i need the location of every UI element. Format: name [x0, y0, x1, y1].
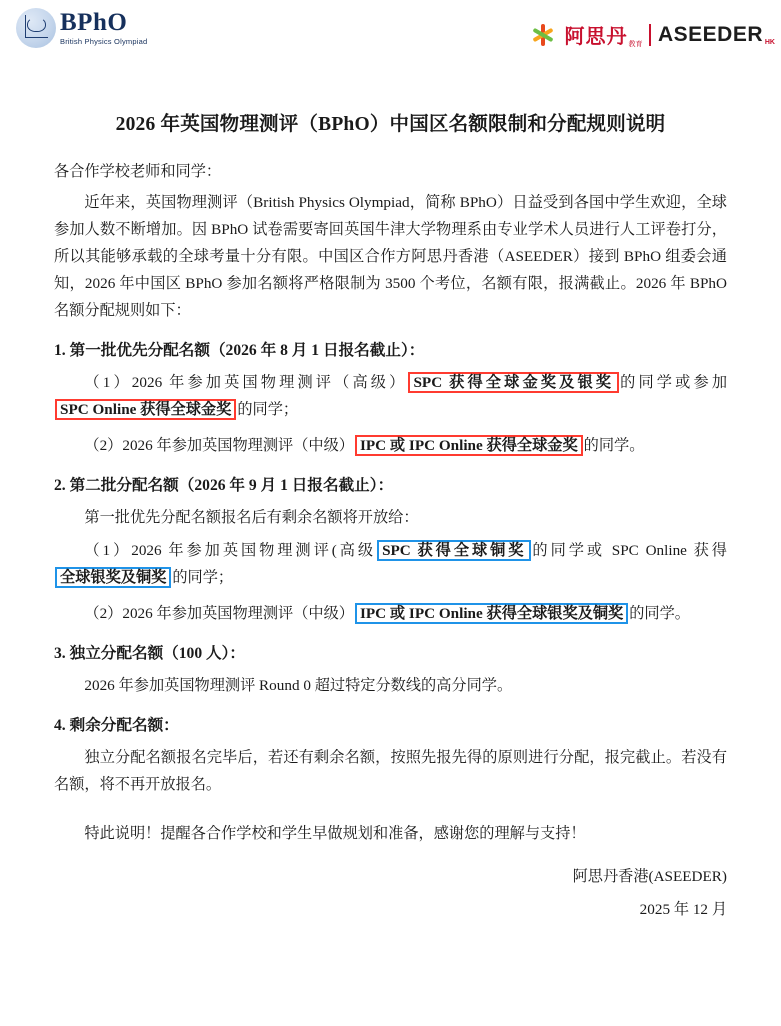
aseeder-burst-icon	[530, 22, 556, 48]
aseeder-english-name: ASEEDER	[657, 22, 763, 46]
section-2-note: 第一批优先分配名额报名后有剩余名额将开放给：	[84, 508, 419, 526]
aseeder-chinese-sub: 教育	[628, 41, 643, 48]
aseeder-logo	[530, 20, 775, 49]
aseeder-chinese-name: 阿思丹	[564, 26, 628, 48]
s1-i2-text-b: 的同学。	[583, 437, 645, 455]
bpho-logo	[16, 8, 147, 48]
s1-i1-highlight-2: SPC Online 获得全球金奖	[55, 399, 236, 420]
s1-i2-text-a: （2）2026 年参加英国物理测评（中级）	[84, 437, 354, 455]
section-1-item-2	[54, 432, 727, 459]
aseeder-logo-chinese	[564, 20, 642, 49]
s2-i1-highlight-1: SPC 获得全球铜奖	[377, 540, 531, 561]
section-1-item-1	[54, 369, 727, 423]
signature: 阿思丹香港(ASEEDER)	[572, 867, 727, 885]
s1-i1-highlight-1: SPC 获得全球金奖及银奖	[408, 372, 619, 393]
s2-i2-highlight: IPC 或 IPC Online 获得全球银奖及铜奖	[355, 603, 628, 624]
section-3-heading: 3. 独立分配名额（100 人）：	[54, 645, 246, 663]
s2-i2-text-b: 的同学。	[629, 605, 690, 623]
page-header	[0, 0, 781, 72]
s2-i1-text-c: 的同学；	[172, 569, 234, 587]
section-1-heading: 1. 第一批优先分配名额（2026 年 8 月 1 日报名截止）：	[54, 342, 425, 360]
section-4-body: 独立分配名额报名完毕后，若还有剩余名额，按照先报先得的原则进行分配，报完截止。若没有名额，将不再开放报名。	[54, 748, 727, 793]
s2-i1-text-b: 的同学或 SPC Online 获得	[532, 541, 727, 559]
aseeder-region-label: HK	[764, 38, 775, 46]
intro-paragraph: 近年来，英国物理测评（British Physics Olympiad，简称 BPhO）日益受到各国中学生欢迎，全球参加人数不断增加。因 BPhO 试卷需要寄回英国牛津大学物理系由专业学术人员进行人工评卷打分，所以其能够承载的全球考量十分有限。中国区合作方阿思丹香港（ASEEDER）接到 BPhO 组委会通知，2026 年中国区 BPhO 参加名额将严格限制为 3500 个考位，名额有限，报满截止。2026 年 BPhO 名额分配规则如下：	[54, 194, 727, 320]
s1-i1-text-a: （1）2026 年参加英国物理测评（高级）	[84, 374, 408, 392]
page-title: 2026 年英国物理测评（BPhO）中国区名额限制和分配规则说明	[115, 114, 666, 135]
section-2-item-2	[54, 600, 727, 627]
aseeder-logo-english	[657, 22, 775, 47]
s2-i1-highlight-2: 全球银奖及铜奖	[55, 567, 171, 588]
logo-divider	[649, 24, 651, 46]
section-4-heading: 4. 剩余分配名额：	[54, 716, 179, 734]
s1-i1-text-b: 的同学或参加	[620, 374, 728, 392]
document-body	[0, 72, 781, 923]
bpho-logo-subtitle: British Physics Olympiad	[60, 37, 148, 46]
bpho-logo-name: BPhO	[60, 9, 128, 36]
s2-i2-text-a: （2）2026 年参加英国物理测评（中级）	[84, 605, 354, 623]
bpho-globe-icon	[16, 8, 56, 48]
section-2-heading: 2. 第二批分配名额（2026 年 9 月 1 日报名截止）：	[54, 477, 394, 495]
s1-i2-highlight: IPC 或 IPC Online 获得全球金奖	[355, 435, 583, 456]
s1-i1-text-c: 的同学；	[237, 401, 299, 419]
salutation: 各合作学校老师和同学：	[54, 163, 222, 180]
section-2-item-1	[54, 537, 727, 591]
signature-date: 2025 年 12 月	[639, 900, 727, 918]
closing-paragraph: 特此说明！提醒各合作学校和学生早做规划和准备，感谢您的理解与支持！	[84, 824, 586, 842]
bpho-logo-text	[60, 8, 147, 46]
s2-i1-text-a: （1）2026 年参加英国物理测评(高级	[84, 541, 377, 559]
section-3-body: 2026 年参加英国物理测评 Round 0 超过特定分数线的高分同学。	[84, 676, 513, 694]
